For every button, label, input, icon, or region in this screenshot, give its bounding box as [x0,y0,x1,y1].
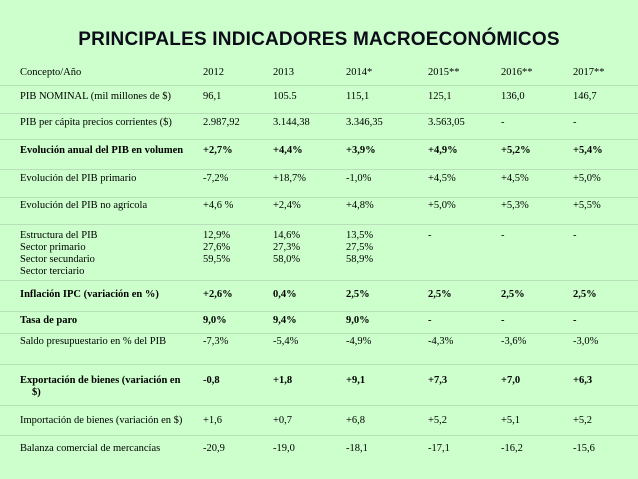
row-value: - [573,117,577,128]
table-row [0,315,638,334]
row-value: +3,9% [346,145,376,156]
row-value-line: 59,5% [203,254,231,265]
row-value: +5,0% [573,173,601,184]
row-label: Tasa de paro [20,315,78,326]
row-value: +5,3% [501,200,529,211]
header-year: 2013 [273,67,294,78]
table-row [0,289,638,312]
row-value: 0,4% [273,289,297,300]
row-value: +4,6 % [203,200,234,211]
row-value: -7,2% [203,173,229,184]
row-label: Evolución del PIB no agrícola [20,200,148,211]
row-value-line: 13,5% [346,230,374,241]
row-value: 2,5% [501,289,525,300]
row-value: +4,5% [501,173,529,184]
table-row [0,230,638,281]
row-value: 9,0% [203,315,227,326]
row-value: +4,9% [428,145,458,156]
row-value: -0,8 [203,375,220,386]
row-value: 2,5% [573,289,597,300]
row-label [20,230,198,278]
row-value: 96,1 [203,91,222,102]
row-value: 3.346,35 [346,117,383,128]
row-value: +18,7% [273,173,307,184]
row-value: -15,6 [573,443,595,454]
row-label-line: Sector primario [20,242,86,253]
row-value: - [501,230,505,241]
table-row [0,200,638,225]
row-value [346,230,373,266]
row-label: Inflación IPC (variación en %) [20,289,159,300]
row-label: PIB NOMINAL (mil millones de $) [20,91,171,102]
row-value: -3,6% [501,336,527,347]
header-year: 2017** [573,67,605,78]
row-value-line: 12,9% [203,230,231,241]
table-row [0,117,638,140]
row-value: +2,4% [273,200,301,211]
row-label: Saldo presupuestario en % del PIB [20,336,167,347]
row-value: -7,3% [203,336,229,347]
row-label-line: Sector terciario [20,266,85,277]
row-value: 2,5% [428,289,452,300]
row-value: +5,1 [501,415,521,426]
row-label-line: Estructura del PIB [20,230,98,241]
row-value: +5,2% [501,145,531,156]
row-label: Importación de bienes (variación en $) [20,415,183,426]
table-row [0,173,638,198]
row-value-line: 14,6% [273,230,301,241]
row-value: +7,0 [501,375,521,386]
row-value: - [501,117,505,128]
row-value: +0,7 [273,415,293,426]
row-value: 9,0% [346,315,370,326]
row-value-line: 58,9% [346,254,374,265]
header-concept: Concepto/Año [20,67,82,78]
row-value: - [573,315,577,326]
row-value: 105.5 [273,91,297,102]
table-row [0,415,638,436]
row-value: 3.144,38 [273,117,310,128]
row-value: +5,5% [573,200,601,211]
header-year: 2014* [346,67,373,78]
row-value-line: 27,5% [346,242,374,253]
page-title: PRINCIPALES INDICADORES MACROECONÓMICOS [78,29,560,50]
row-value: +4,8% [346,200,374,211]
table-header-row [0,67,638,86]
row-value: -4,9% [346,336,372,347]
row-label: Evolución del PIB primario [20,173,137,184]
row-value: +1,6 [203,415,223,426]
table-row [0,336,638,365]
row-value: +7,3 [428,375,448,386]
row-value: -3,0% [573,336,599,347]
row-value: 2.987,92 [203,117,240,128]
row-value: -5,4% [273,336,299,347]
row-value: - [428,315,432,326]
row-value: +4,4% [273,145,303,156]
table-row [0,145,638,170]
header-year: 2012 [203,67,224,78]
row-label: Balanza comercial de mercancías [20,443,161,454]
row-value: +6,3 [573,375,593,386]
table-row [0,375,638,406]
row-value: +9,1 [346,375,366,386]
row-label [20,375,198,399]
row-label: PIB per cápita precios corrientes ($) [20,117,172,128]
table-row [0,443,638,463]
row-value: 136,0 [501,91,525,102]
row-value: +1,8 [273,375,293,386]
row-value [273,230,300,266]
row-value: -16,2 [501,443,523,454]
row-value-line: 27,6% [203,242,231,253]
row-value: +5,0% [428,200,456,211]
header-year: 2015** [428,67,460,78]
row-value: 2,5% [346,289,370,300]
row-value-line: 58,0% [273,254,301,265]
row-value: 3.563,05 [428,117,465,128]
row-value: -17,1 [428,443,450,454]
row-value: -1,0% [346,173,372,184]
row-value: +4,5% [428,173,456,184]
row-value: -4,3% [428,336,454,347]
row-value: - [573,230,577,241]
row-value: +5,4% [573,145,603,156]
row-value [203,230,230,266]
row-value: 115,1 [346,91,370,102]
row-value-line: 27,3% [273,242,301,253]
row-value: +5,2 [573,415,593,426]
header-year: 2016** [501,67,533,78]
row-value: - [428,230,432,241]
row-label: Evolución anual del PIB en volumen [20,145,184,156]
table-row [0,91,638,114]
row-value: +2,7% [203,145,233,156]
row-label-line: Sector secundario [20,254,95,265]
row-value: -18,1 [346,443,368,454]
row-value: +2,6% [203,289,233,300]
row-value: 9,4% [273,315,297,326]
row-value: +6,8 [346,415,366,426]
row-value: - [501,315,505,326]
row-label-line: Exportación de bienes (variación en [20,375,181,386]
row-value: -19,0 [273,443,295,454]
row-value: 146,7 [573,91,597,102]
row-label-line: $) [32,387,41,398]
row-value: +5,2 [428,415,448,426]
row-value: -20,9 [203,443,225,454]
row-value: 125,1 [428,91,452,102]
